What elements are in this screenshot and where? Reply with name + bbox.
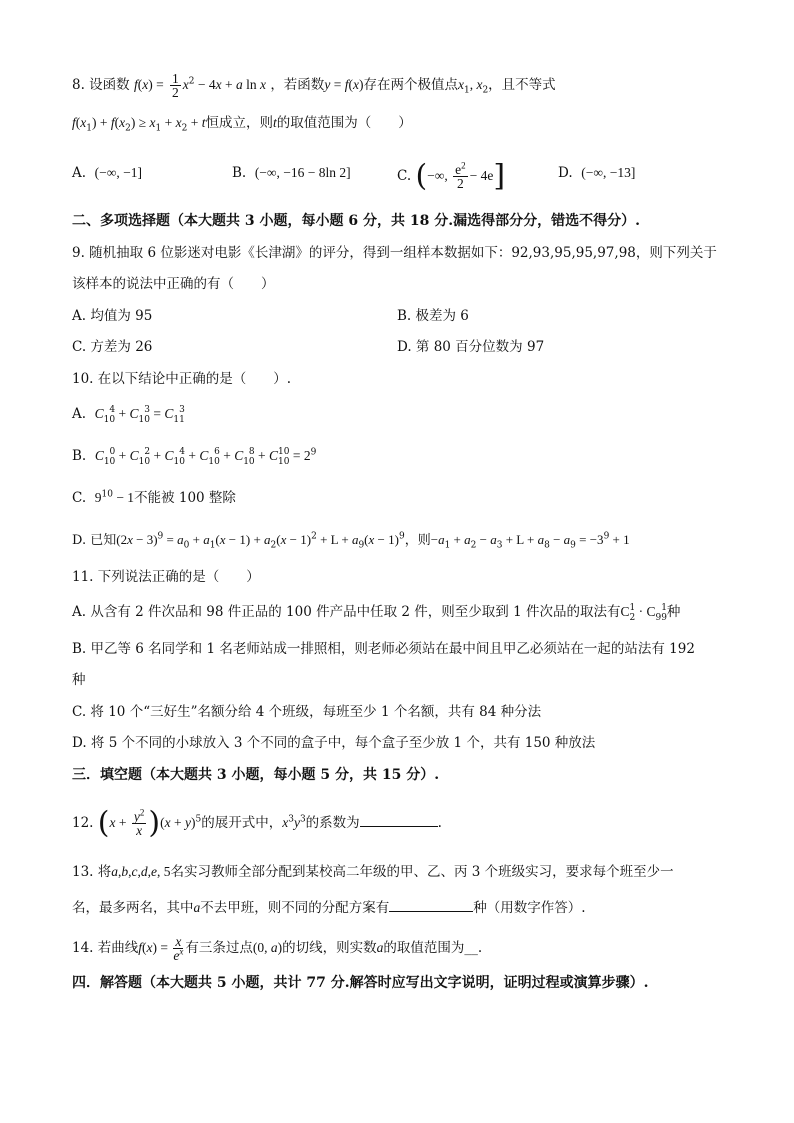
q8-option-d: D. (−∞, −13] xyxy=(558,165,636,181)
q11-option-b-line2: 种 xyxy=(72,672,86,688)
q9-option-d: D. 第 80 百分位数为 97 xyxy=(397,339,545,355)
q13-line2: 名，最多两名，其中a不去甲班，则不同的分配方案有 种（用数字作答）. xyxy=(72,897,734,918)
q8-line2: $f(x_1) + f(x_2) \ge x_1 + x_2 + t$恒成立，则t的取值范围为（ ） xyxy=(72,115,412,134)
q11-option-a: A. 从含有 2 件次品和 98 件正品的 100 件产品中任取 2 件，则至少取到 1 件次品的取法有C 1 2 · C 1 99 种 xyxy=(72,602,681,623)
q11-option-c: C. 将 10 个“三好生”名额分给 4 个班级，每班至少 1 个名额，共有 84 种分法 xyxy=(72,704,542,720)
q8-option-c: C. (−∞, $\frac{e^2}{2}$ − 4e] xyxy=(397,158,506,194)
q9-option-c: C. 方差为 26 xyxy=(72,339,153,355)
q8-number: 8. 设函数 xyxy=(72,77,130,93)
q8-option-a: A. (−∞, −1] xyxy=(72,165,142,181)
q8-option-b: B. (−∞, −16 − 8ln 2] xyxy=(232,165,351,181)
q9-stem-line1: 9. 随机抽取 6 位影迷对电影《长津湖》的评分，得到一组样本数据如下：92,93,95,95,97,98，则下列关于 xyxy=(72,245,717,261)
q14: 14. 若曲线f(x) = $\frac{x}{e^x}$ 有三条过点(0, a)的切线，则实数a的取值范围为__. xyxy=(72,934,483,963)
q12: 12. (x + $\frac{y^2}{x}$ )$(x + y)^5$的展开式中，$x^3y^3$的系数为 . xyxy=(72,805,442,841)
q11-option-d: D. 将 5 个不同的小球放入 3 个不同的盒子中，每个盒子至少放 1 个，共有 150 种放法 xyxy=(72,735,596,751)
q10-option-b: B. C 0 10 + C 2 10 + C 4 10 + C 6 10 + C 8 10 + C 10 10 = $2^9$ xyxy=(72,446,317,467)
q11-option-b-line1: B. 甲乙等 6 名同学和 1 名老师站成一排照相，则老师必须站在最中间且甲乙必须站在一起的站法有 192 xyxy=(72,641,695,657)
q8-fraction-half: $\frac{1}{2}$ xyxy=(172,71,179,100)
q10-option-d: D. 已知$(2x - 3)^9 = a_0 + a_1(x - 1) + a_2(x - 1)^2 + L + a_9(x - 1)^9$，则$-a_1 + a_2 - a_3 + L + a_8 - a_9 = -3^9 + 1$ xyxy=(72,531,630,551)
section-3-heading: 三．填空题（本大题共 3 小题，每小题 5 分，共 15 分）. xyxy=(72,767,440,783)
q8-line1: 8. 设函数 f(x) = $\frac{1}{2}$ $x^2 - 4x + a$ ln x ，若函数y = f(x)存在两个极值点$x_1$, $x_2$，且不等式 xyxy=(72,71,556,100)
q10-option-c: C. $9^{10} - 1$不能被 100 整除 xyxy=(72,489,236,506)
q12-answer-blank[interactable] xyxy=(360,812,438,827)
q10-stem: 10. 在以下结论中正确的是（ ）. xyxy=(72,371,292,387)
q8-function-formula: f xyxy=(133,77,138,92)
section-2-heading: 二、多项选择题（本大题共 3 小题，每小题 6 分，共 18 分.漏选得部分分，错选不得分）. xyxy=(72,213,640,229)
q13-line1: 13. 将a,b,c,d,e, 5名实习教师全部分配到某校高二年级的甲、乙、丙 3 个班级实习，要求每个班至少一 xyxy=(72,864,674,880)
q9-option-a: A. 均值为 95 xyxy=(72,308,153,324)
q13-answer-blank[interactable] xyxy=(389,897,473,912)
q9-stem-line2: 该样本的说法中正确的有（ ） xyxy=(72,276,275,292)
section-4-heading: 四．解答题（本大题共 5 小题，共计 77 分.解答时应写出文字说明，证明过程或演算步骤）. xyxy=(72,975,649,991)
q9-option-b: B. 极差为 6 xyxy=(397,308,469,324)
q10-option-a: A. C 4 10 + C 3 10 = C 3 11 xyxy=(72,404,185,425)
q11-stem: 11. 下列说法正确的是（ ） xyxy=(72,569,260,585)
